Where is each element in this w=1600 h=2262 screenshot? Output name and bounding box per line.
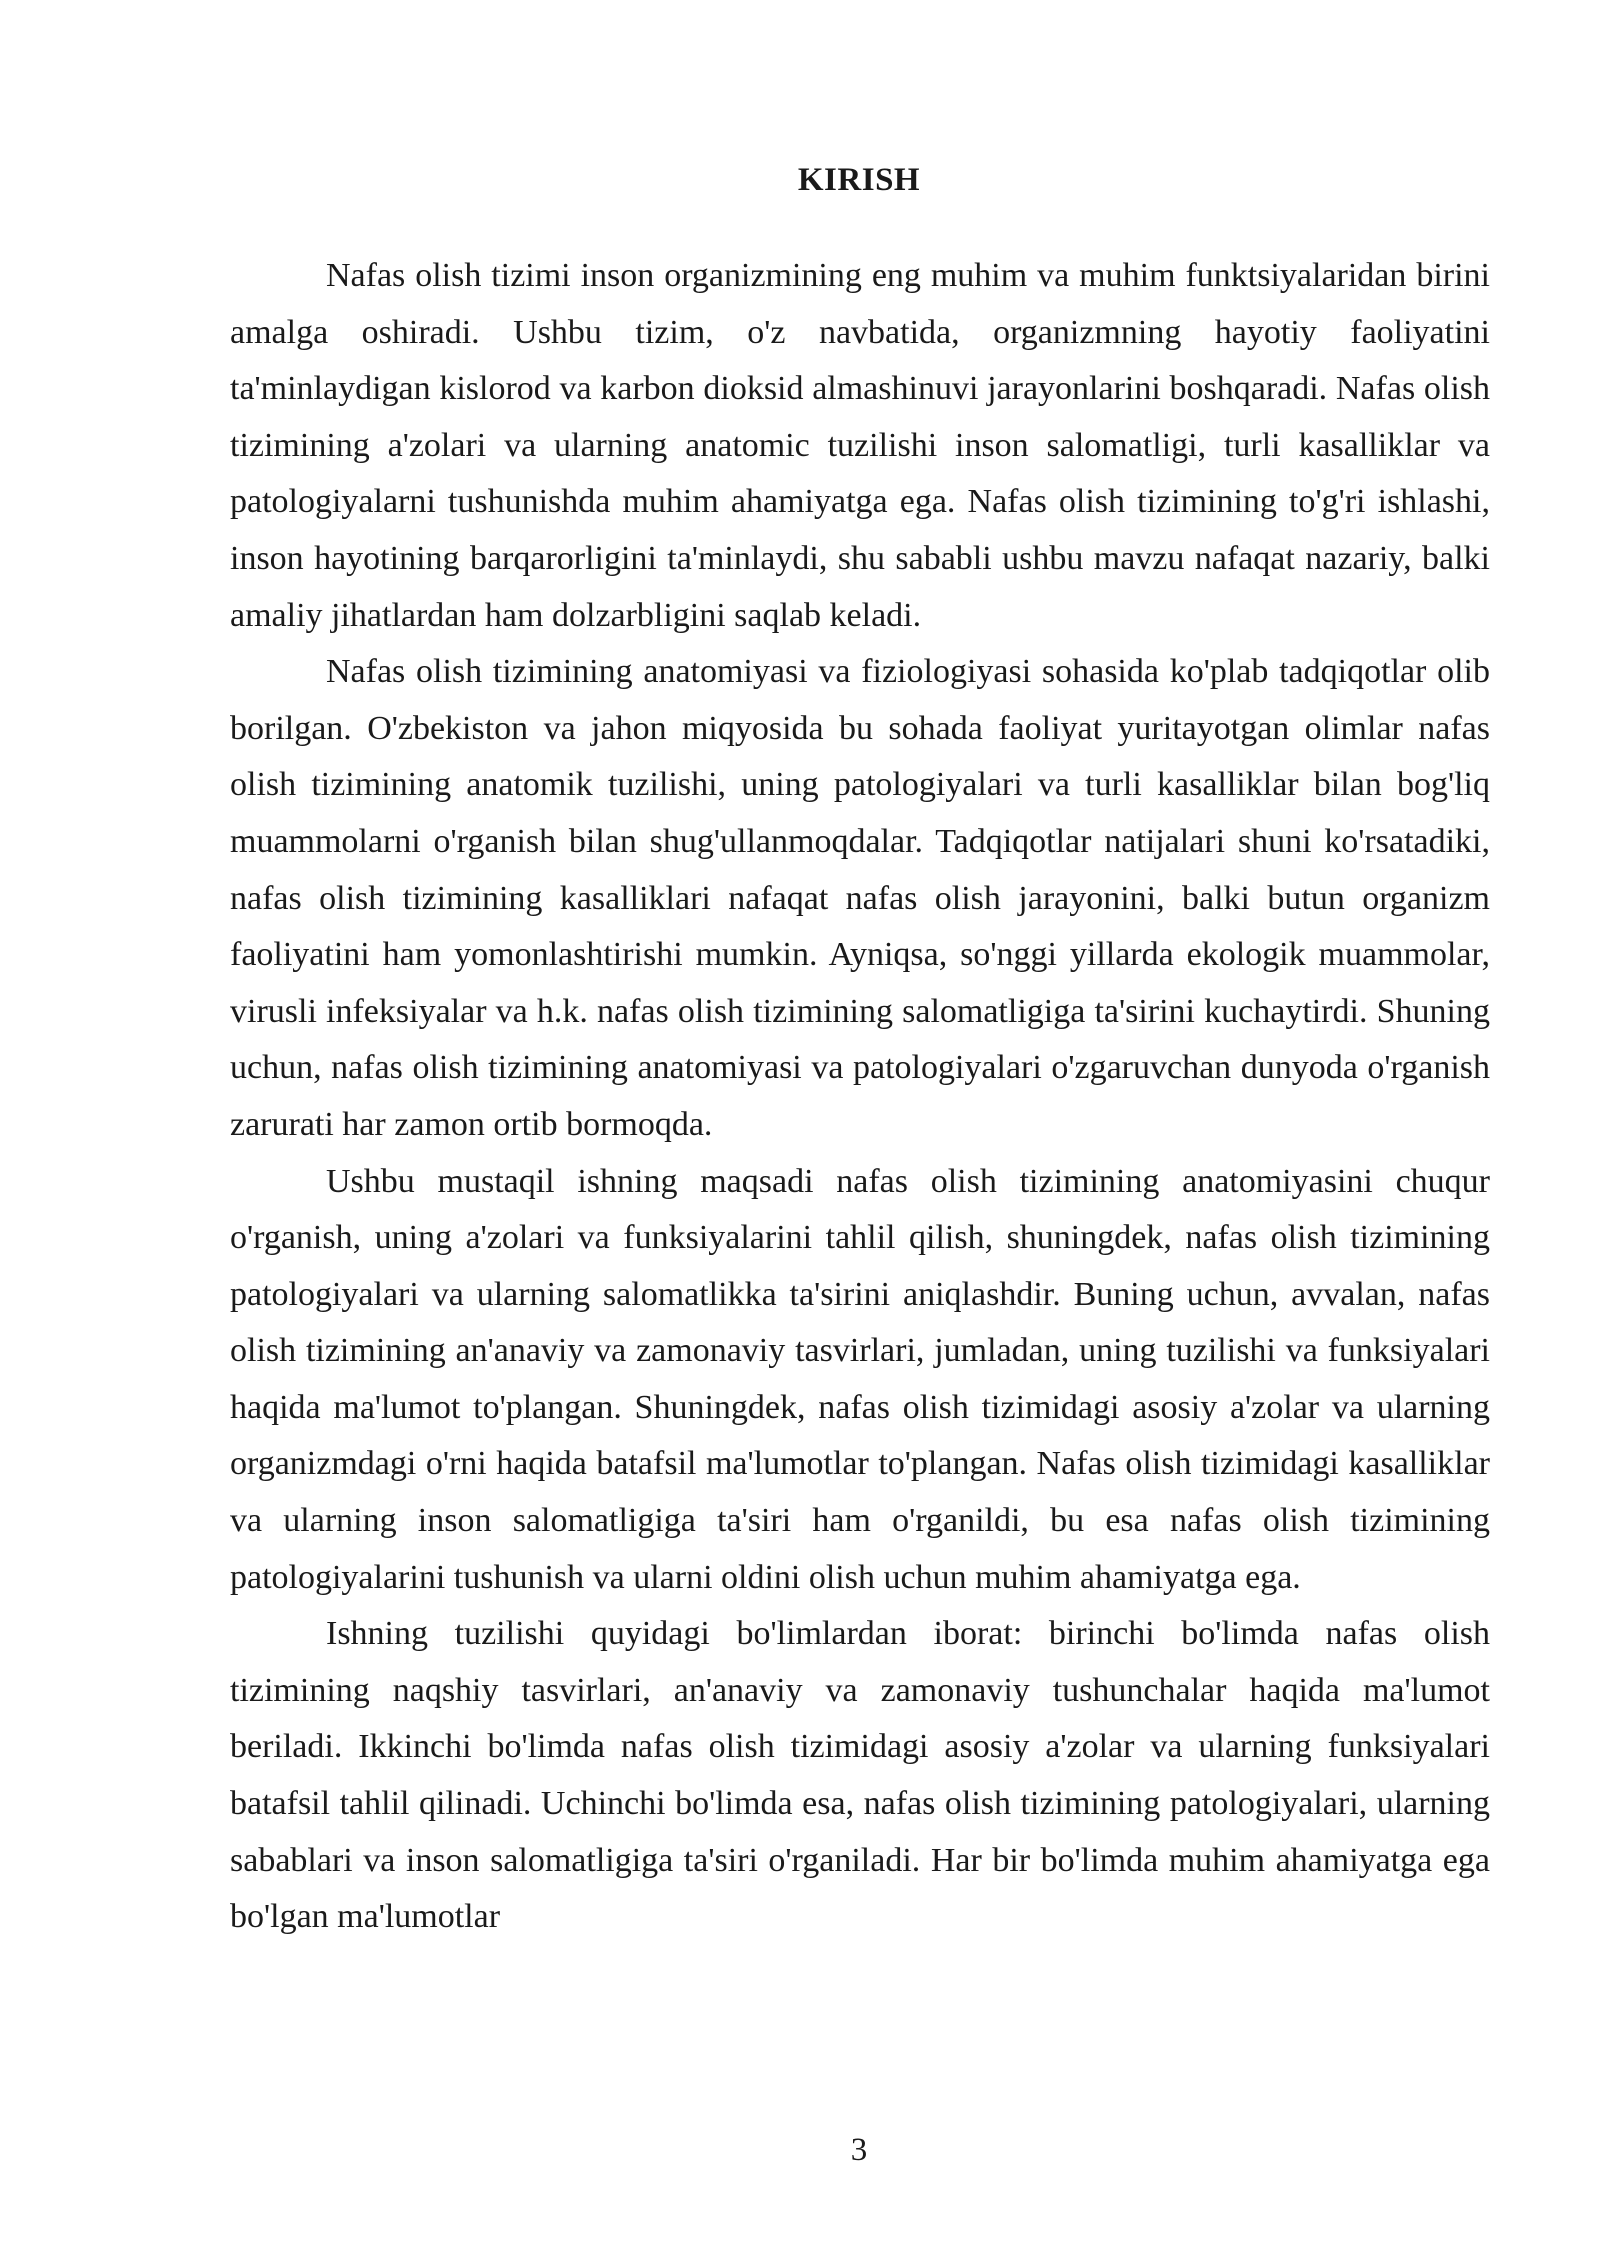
paragraph-3: Ushbu mustaqil ishning maqsadi nafas olish tizimining anatomiyasini chuqur o'rganish, uning a'zolari va funksiyalarini tahlil qilish, shuningdek, nafas olish tizimining patologiyalari va ularning salomatlikka ta'sirini aniqlashdir. Buning uchun, avvalan, nafas olish tizimining an'anaviy va zamonaviy tasvirlari, jumladan, uning tuzilishi va funksiyalari haqida ma'lumot to'plangan. Shuningdek, nafas olish tizimidagi asosiy a'zolar va ularning organizmdagi o'rni haqida batafsil ma'lumotlar to'plangan. Nafas olish tizimidagi kasalliklar va ularning inson salomatligiga ta'siri ham o'rganildi, bu esa nafas olish tizimining patologiyalarini tushunish va ularni oldini olish uchun muhim ahamiyatga ega. (230, 1162, 1490, 1596)
page-title: KIRISH (797, 162, 921, 198)
paragraph-4: Ishning tuzilishi quyidagi bo'limlardan iborat: birinchi bo'limda nafas olish tizimining naqshiy tasvirlari, an'anaviy va zamonaviy tushunchalar haqida ma'lumot beriladi. Ikkinchi bo'limda nafas olish tizimidagi asosiy a'zolar va ularning funksiyalari batafsil tahlil qilinadi. Uchinchi bo'limda esa, nafas olish tizimining patologiyalari, ularning sabablari va inson salomatligiga ta'siri o'rganiladi. Har bir bo'limda muhim ahamiyatga ega bo'lgan ma'lumotlar (230, 1615, 1490, 1936)
page-number: 3 (850, 2132, 868, 2168)
body-text (230, 248, 1490, 1946)
paragraph-2: Nafas olish tizimining anatomiyasi va fiziologiyasi sohasida ko'plab tadqiqotlar olib borilgan. O'zbekiston va jahon miqyosida bu sohada faoliyat yuritayotgan olimlar nafas olish tizimining anatomik tuzilishi, uning patologiyalari va turli kasalliklar bilan bog'liq muammolarni o'rganish bilan shug'ullanmoqdalar. Tadqiqotlar natijalari shuni ko'rsatadiki, nafas olish tizimining kasalliklari nafaqat nafas olish jarayonini, balki butun organizm faoliyatini ham yomonlashtirishi mumkin. Ayniqsa, so'nggi yillarda ekologik muammolar, virusli infeksiyalar va h.k. nafas olish tizimining salomatligiga ta'sirini kuchaytirdi. Shuning uchun, nafas olish tizimining anatomiyasi va patologiyalari o'zgaruvchan dunyoda o'rganish zarurati har zamon ortib bormoqda. (230, 653, 1490, 1143)
paragraph-1: Nafas olish tizimi inson organizmining eng muhim va muhim funktsiyalaridan birini amalga oshiradi. Ushbu tizim, o'z navbatida, organizmning hayotiy faoliyatini ta'minlaydigan kislorod va karbon dioksid almashinuvi jarayonlarini boshqaradi. Nafas olish tizimining a'zolari va ularning anatomic tuzilishi inson salomatligi, turli kasalliklar va patologiyalarni tushunishda muhim ahamiyatga ega. Nafas olish tizimining to'g'ri ishlashi, inson hayotining barqarorligini ta'minlaydi, shu sababli ushbu mavzu nafaqat nazariy, balki amaliy jihatlardan ham dolzarbligini saqlab keladi. (230, 257, 1490, 634)
